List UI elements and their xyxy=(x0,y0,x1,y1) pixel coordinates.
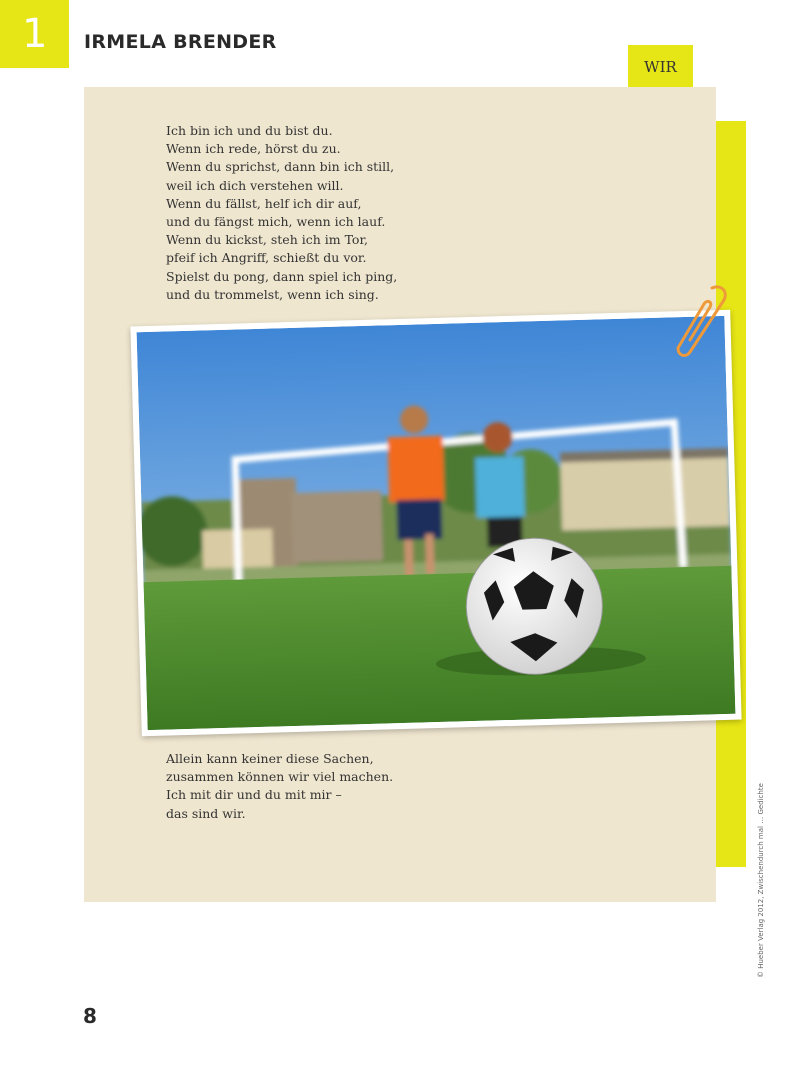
paperclip-icon xyxy=(668,282,730,360)
poem-stanza-2 xyxy=(166,750,393,823)
poem-line: Wenn du kickst, steh ich im Tor, xyxy=(166,232,369,248)
poem-line: Allein kann keiner diese Sachen, xyxy=(166,751,374,766)
poem-line: Wenn du fällst, helf ich dir auf, xyxy=(166,195,362,211)
copyright-notice: © Hueber Verlag 2012, Zwischendurch mal … Gedichte xyxy=(757,783,765,978)
poem-line: und du trommelst, wenn ich sing. xyxy=(166,286,379,302)
poem-line: Ich bin ich und du bist du. xyxy=(166,123,333,138)
page-number: 8 xyxy=(83,1004,97,1028)
chapter-number-badge xyxy=(0,0,69,68)
poem-line: Wenn ich rede, hörst du zu. xyxy=(166,141,341,157)
soccer-photo-illustration xyxy=(137,316,736,730)
poem-title-tab xyxy=(628,45,693,87)
poem-line: zusammen können wir viel machen. xyxy=(166,769,394,785)
poem-line: Wenn du sprichst, dann bin ich still, xyxy=(166,159,395,175)
author-name: IRMELA BRENDER xyxy=(84,31,277,53)
poem-line: und du fängst mich, wenn ich lauf. xyxy=(166,214,386,230)
poem-line: Ich mit dir und du mit mir – xyxy=(166,787,342,803)
chapter-number: 1 xyxy=(22,11,48,57)
poem-line: weil ich dich verstehen will. xyxy=(166,177,344,193)
poem-stanza-1 xyxy=(166,122,397,304)
poem-line: Spielst du pong, dann spiel ich ping, xyxy=(166,268,398,284)
poem-line: das sind wir. xyxy=(166,805,246,821)
soccer-photo xyxy=(130,310,741,737)
poem-line: pfeif ich Angriff, schießt du vor. xyxy=(166,250,367,266)
poem-title: WIR xyxy=(644,58,677,76)
